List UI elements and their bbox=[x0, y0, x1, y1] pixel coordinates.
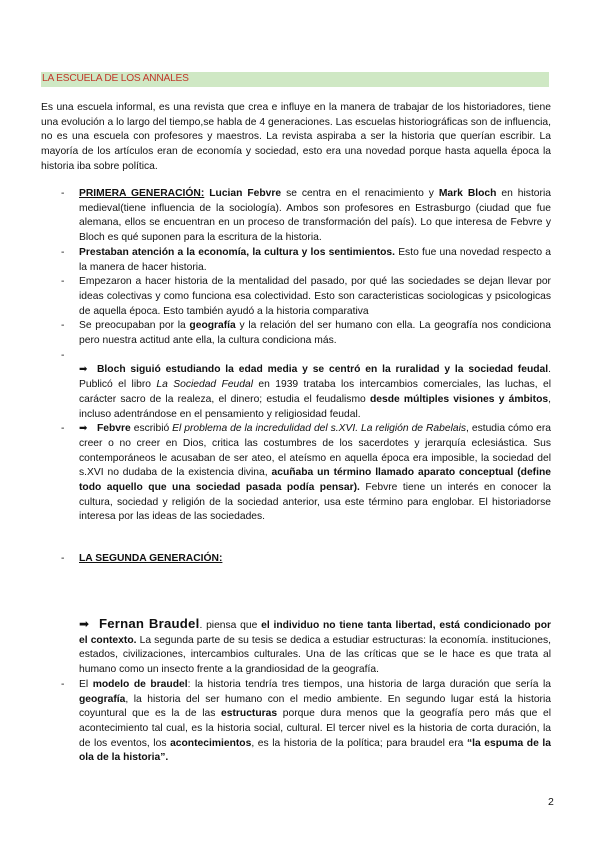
list-item: - Empezaron a hacer historia de la mentalidad del pasado, por qué las sociedades se dejan llevar por ideas colectivas y como funciona esa colectividad. Esto son caracteristicas sociologicas y psicologicas de aquella época. Esto también ayudó a la historia comparativa bbox=[61, 276, 551, 317]
list-item: ➡ Fernan Braudel. piensa que el individuo no tiene tanta libertad, está condicionado por el contexto. La segunda parte de su tesis se dedica a estudiar estructuras: la economía. instituciones, estados, civilizaciones, intercambios culturales. Una de las críticas que se le hace es que trata al humano como un insecto frente a la grandiosidad de la geografía. bbox=[79, 616, 551, 676]
author-name: Fernan Braudel bbox=[99, 616, 200, 631]
dash-bullet: - bbox=[61, 553, 65, 564]
list-item: - Se preocupaban por la geografía y la relación del ser humano con ella. La geografía nos condiciona pero nuestra actitud ante ella, la cultura condiciona más. bbox=[61, 320, 551, 347]
list-item: - PRIMERA GENERACIÓN: Lucian Febvre se centra en el renacimiento y Mark Bloch en historia medieval(tiene influencia de la sociología). Ambos son profesores en Estrasburgo (ciudad que fue alemana, ellos se encuentran en un proceso de transformación del país). Lo que interesa de Febvre y Bloch es qué suponen para la escritura de la historia. bbox=[61, 188, 551, 244]
dash-bullet: - bbox=[61, 246, 65, 258]
arrow-icon: ➡ bbox=[79, 364, 88, 376]
page-number: 2 bbox=[548, 796, 554, 808]
arrow-icon: ➡ bbox=[79, 617, 90, 631]
intro-paragraph: Es una escuela informal, es una revista que crea e influye en la manera de trabajar de los historiadores, tiene una evolución a lo largo del tiempo,se habla de 4 generaciones. Las escuelas historiográficas son de influencia, no es una escuela con profesores y maestros. La revista aspiraba a ser la historia que querían escribir. La mayoría de los artículos eran de economía y sociedad, esto era una novedad porque hasta aquella época la historia iba sobre política. bbox=[41, 102, 551, 172]
dash-bullet: - bbox=[61, 188, 65, 199]
dash-bullet: - bbox=[61, 320, 65, 332]
list-item bbox=[59, 552, 551, 567]
list-item: ➡ Bloch siguió estudiando la edad media y se centró en la ruralidad y la sociedad feudal. Publicó el libro La Sociedad Feudal en 1939 trataba los intercambios comerciales, las luchas, el carácter sacro de la realeza, el dinero; estudia el feudalismo desde múltiples visiones y ámbitos, incluso adentrándose en el pensamiento y religiosidad feudal. bbox=[79, 364, 551, 420]
list-item: - ➡ Febvre escribió El problema de la incredulidad del s.XVI. La religión de Rabelais, estudia cómo era creer o no creer en Dios, critica las costumbres de los sacerdotes y jerarquía eclesiástica. Sus contemporáneos le acusaban de ser ateo, el ateísmo en aquella época era imposible, la sociedad del s.XVI no dudaba de la existencia divina, acuñaba un término llamado aparato conceptual (define todo aquello que una sociedad pasada podía pensar). Febvre tiene un interés en conocer la cultura, sociedad y religión de la sociedad anterior, usa este término para englobar. El historiadorse interesa por las ideas de las sociedades. bbox=[61, 423, 551, 523]
second-generation-heading-row bbox=[59, 552, 551, 567]
book-title: La Sociedad Feudal bbox=[156, 379, 254, 391]
page-title: LA ESCUELA DE LOS ANNALES bbox=[42, 73, 189, 84]
author-name: Febvre bbox=[97, 423, 131, 435]
author-name: Mark Bloch bbox=[438, 188, 497, 199]
book-title: El problema de la incredulidad del s.XVI. La religión de Rabelais bbox=[172, 423, 467, 435]
section-heading: PRIMERA GENERACIÓN: bbox=[79, 188, 205, 199]
list-item: - Prestaban atención a la economía, la cultura y los sentimientos. Esto fue una novedad respecto a la manera de hacer historia. bbox=[61, 246, 551, 273]
first-generation-list bbox=[59, 187, 551, 525]
arrow-icon: ➡ bbox=[79, 423, 88, 435]
dash-bullet: - bbox=[61, 349, 65, 361]
dash-bullet: - bbox=[61, 423, 65, 435]
second-generation-list bbox=[59, 617, 551, 766]
dash-bullet: - bbox=[61, 678, 65, 690]
dash-bullet: - bbox=[61, 276, 65, 288]
section-heading: LA SEGUNDA GENERACIÓN: bbox=[79, 553, 223, 564]
list-item: - El modelo de braudel: la historia tendría tres tiempos, una historia de larga duración que sería la geografía, la historia del ser humano con el medio ambiente. En segundo lugar está la historia coyuntural que es la de las estructuras porque dura menos que la geografía pero más que el acontecimiento tal cual, es la historia social, cultural. El tercer nivel es la historia de corta duración, la de los eventos, los acontecimientos, es la historia de la política; para braudel era “la espuma de la ola de la historia”. bbox=[61, 678, 551, 764]
list-item bbox=[59, 349, 551, 364]
author-name: Lucian Febvre bbox=[209, 188, 282, 199]
